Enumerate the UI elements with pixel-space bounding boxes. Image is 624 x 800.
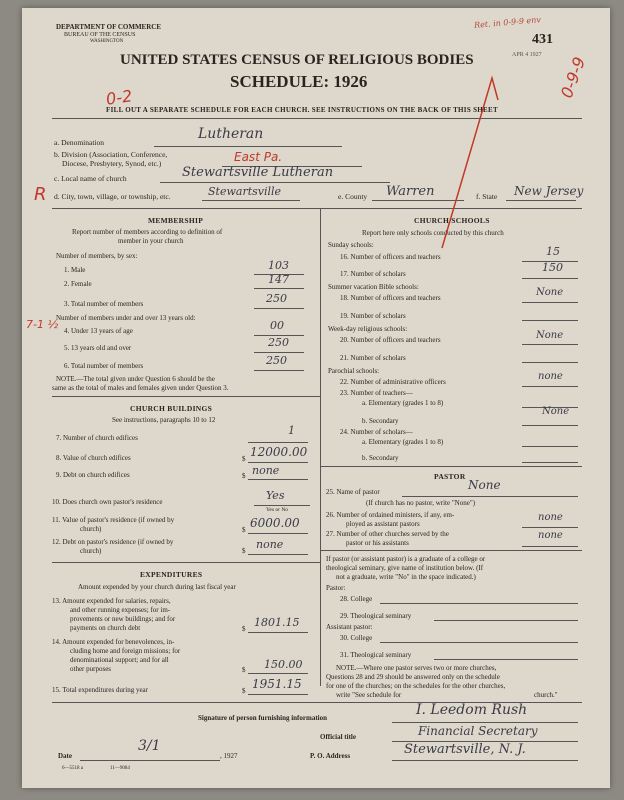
q15-dollar: $ xyxy=(242,687,246,695)
q5-value: 250 xyxy=(268,336,289,349)
q29-label: 29. Theological seminary xyxy=(340,612,412,620)
q10-hint: Yes or No xyxy=(266,507,289,513)
q27-line-2: pastor or his assistants xyxy=(346,539,409,547)
top-note: Ret. in 0-9-9 env xyxy=(473,15,542,30)
division-label-2: Diocese, Presbytery, Synod, etc.) xyxy=(62,159,162,168)
division-label-1: b. Division (Association, Conference, xyxy=(54,150,168,159)
q9-dollar: $ xyxy=(242,472,246,480)
q11-dollar: $ xyxy=(242,526,246,534)
official-title-label: Official title xyxy=(320,733,356,741)
weekday-schools-label: Week-day religious schools: xyxy=(328,325,408,333)
q16-label: 16. Number of officers and teachers xyxy=(340,253,441,261)
q12-label-2: church) xyxy=(80,547,102,555)
q2-value: 147 xyxy=(268,273,289,286)
assistant-head: Assistant pastor: xyxy=(326,623,373,631)
city-field-label: d. City, town, village, or township, etc. xyxy=(54,192,171,201)
red-mark-r: R xyxy=(34,184,47,205)
po-address-value: Stewartsville, N. J. xyxy=(404,742,526,757)
q1-label: 1. Male xyxy=(64,266,86,274)
form-title: UNITED STATES CENSUS OF RELIGIOUS BODIES xyxy=(120,52,474,68)
q18-label: 18. Number of officers and teachers xyxy=(340,294,441,302)
graduate-note-3: not a graduate, write "No" in the space indicated.) xyxy=(336,573,476,581)
denomination-value: Lutheran xyxy=(198,126,264,142)
membership-note-2: same as the total of males and females given under Question 3. xyxy=(52,384,229,392)
official-title-value: Financial Secretary xyxy=(418,724,538,738)
q13-line-2: and other running expenses; for im- xyxy=(70,606,171,614)
form-number-2: 11—9084 xyxy=(110,766,130,771)
q10-value: Yes xyxy=(266,489,285,502)
q22-label: 22. Number of administrative officers xyxy=(340,378,446,386)
q30-label: 30. College xyxy=(340,634,373,642)
state-label: f. State xyxy=(476,192,498,201)
q6-value: 250 xyxy=(266,354,287,367)
q11-label-1: 11. Value of pastor's residence (if owned by xyxy=(52,516,175,524)
q14-line-2: cluding home and foreign missions; for xyxy=(70,647,181,655)
q19-label: 19. Number of scholars xyxy=(340,312,406,320)
summer-schools-label: Summer vacation Bible schools: xyxy=(328,283,419,291)
q24b-label: b. Secondary xyxy=(362,454,399,462)
stamp-date: APR 4 1927 xyxy=(512,52,542,58)
q9-value: none xyxy=(252,464,280,477)
signature-label: Signature of person furnishing information xyxy=(198,714,327,722)
pastor-note-1: NOTE.—Where one pastor serves two or more churches, xyxy=(336,664,497,672)
q12-label-1: 12. Debt on pastor's residence (if owned by xyxy=(52,538,174,546)
q16-value: 15 xyxy=(546,245,560,258)
pastor-note-2: Questions 28 and 29 should be answered only on the schedule xyxy=(326,673,500,681)
bureau-label: BUREAU OF THE CENSUS xyxy=(64,32,136,38)
schedule-title: SCHEDULE: 1926 xyxy=(230,72,368,91)
expenditures-title: EXPENDITURES xyxy=(140,570,203,579)
q8-value: 12000.00 xyxy=(250,445,308,459)
q25-hint: (If church has no pastor, write "None") xyxy=(366,499,476,507)
parochial-schools-label: Parochial schools: xyxy=(328,367,380,375)
state-value: New Jersey xyxy=(514,184,584,198)
q28-label: 28. College xyxy=(340,595,373,603)
q13-line-3: provements or new buildings; and for xyxy=(70,615,176,623)
date-value: 3/1 xyxy=(138,738,161,754)
q23-value: None xyxy=(542,406,570,417)
q12-value: none xyxy=(256,538,284,551)
expenditures-sub: Amount expended by your church during last fiscal year xyxy=(78,583,236,591)
department-label: DEPARTMENT OF COMMERCE xyxy=(56,23,162,31)
graduate-note-1: If pastor (or assistant pastor) is a graduate of a college or xyxy=(326,555,486,563)
q13-line-4: payments on church debt xyxy=(70,624,141,632)
q23a-label: a. Elementary (grades 1 to 8) xyxy=(362,399,444,407)
q8-label: 8. Value of church edifices xyxy=(56,454,131,462)
margin-note: 7-1 ½ xyxy=(26,318,59,331)
q10-label: 10. Does church own pastor's residence xyxy=(52,498,163,506)
date-label: Date xyxy=(58,752,72,760)
county-label: e. County xyxy=(338,192,368,201)
membership-title: MEMBERSHIP xyxy=(148,216,204,225)
separate-schedule-instruction: FILL OUT A SEPARATE SCHEDULE FOR EACH CHURCH. SEE INSTRUCTIONS ON THE BACK OF THIS SHEET xyxy=(106,106,498,114)
q22-value: none xyxy=(538,371,563,382)
q21-label: 21. Number of scholars xyxy=(340,354,406,362)
q17-label: 17. Number of scholars xyxy=(340,270,406,278)
po-address-label: P. O. Address xyxy=(310,752,351,760)
county-value: Warren xyxy=(386,184,435,199)
q13-value: 1801.15 xyxy=(254,616,300,629)
q14-value: 150.00 xyxy=(264,658,303,671)
q11-label-2: church) xyxy=(80,525,102,533)
graduate-note-2: theological seminary, give name of institution below. (If xyxy=(326,564,484,572)
membership-sub-2: member in your church xyxy=(118,237,184,245)
q6-label: 6. Total number of members xyxy=(64,362,144,370)
q14-line-4: other purposes xyxy=(70,665,112,673)
q20-value: None xyxy=(536,330,564,341)
schools-title: CHURCH SCHOOLS xyxy=(414,216,490,225)
q25-value: None xyxy=(468,478,501,492)
q14-line-3: denominational support; and for all xyxy=(70,656,169,664)
pastor-note-4: write "See schedule for xyxy=(336,691,402,699)
q20-label: 20. Number of officers and teachers xyxy=(340,336,441,344)
membership-note-1: NOTE.—The total given under Question 6 should be the xyxy=(56,375,215,383)
q9-label: 9. Debt on church edifices xyxy=(56,471,130,479)
q7-label: 7. Number of church edifices xyxy=(56,434,138,442)
local-name-value: Stewartsville Lutheran xyxy=(182,165,334,180)
q13-dollar: $ xyxy=(242,625,246,633)
denomination-label: a. Denomination xyxy=(54,138,104,147)
pastor-note-3: for one of the churches; on the schedules for the other churches, xyxy=(326,682,506,690)
q3-value: 250 xyxy=(266,292,287,305)
census-schedule-page xyxy=(22,8,610,788)
q26-line-2: ployed as assistant pastors xyxy=(346,520,420,528)
q4-value: 00 xyxy=(270,319,284,332)
division-value: East Pa. xyxy=(234,150,283,164)
q7-value: 1 xyxy=(288,424,295,437)
local-name-label: c. Local name of church xyxy=(54,174,127,183)
q11-value: 6000.00 xyxy=(250,516,300,530)
pastor-title: PASTOR xyxy=(434,472,466,481)
q27-line-1: 27. Number of other churches served by the xyxy=(326,530,449,538)
q26-value: none xyxy=(538,512,563,523)
buildings-title: CHURCH BUILDINGS xyxy=(130,404,213,413)
q26-line-1: 26. Number of ordained ministers, if any, em- xyxy=(326,511,455,519)
q15-label: 15. Total expenditures during year xyxy=(52,686,148,694)
q3-label: 3. Total number of members xyxy=(64,300,144,308)
q8-dollar: $ xyxy=(242,455,246,463)
by-sex-label: Number of members, by sex: xyxy=(56,252,138,260)
q2-label: 2. Female xyxy=(64,280,92,288)
q5-label: 5. 13 years old and over xyxy=(64,344,132,352)
pastor-head: Pastor: xyxy=(326,584,346,592)
q24-label: 24. Number of scholars— xyxy=(340,428,413,436)
q14-dollar: $ xyxy=(242,666,246,674)
city-label: WASHINGTON xyxy=(90,39,124,44)
q15-value: 1951.15 xyxy=(252,677,302,691)
form-number: 6—5518 a xyxy=(62,766,83,771)
q14-line-1: 14. Amount expended for benevolences, in- xyxy=(52,638,175,646)
buildings-sub: See instructions, paragraphs 10 to 12 xyxy=(112,416,216,424)
age-label: Number of members under and over 13 years old: xyxy=(56,314,196,322)
q17-value: 150 xyxy=(542,261,563,274)
q18-value: None xyxy=(536,287,564,298)
signature-value: I. Leedom Rush xyxy=(416,702,528,718)
pastor-note-5: church." xyxy=(534,691,558,699)
sunday-schools-label: Sunday schools: xyxy=(328,241,374,249)
q4-label: 4. Under 13 years of age xyxy=(64,327,133,335)
q27-value: none xyxy=(538,530,563,541)
q23-label: 23. Number of teachers— xyxy=(340,389,413,397)
q25-label: 25. Name of pastor xyxy=(326,488,380,496)
q23b-label: b. Secondary xyxy=(362,417,399,425)
q1-value: 103 xyxy=(268,259,289,272)
membership-sub-1: Report number of members according to definition of xyxy=(72,228,223,236)
schools-sub: Report here only schools conducted by this church xyxy=(362,229,504,237)
city-value: Stewartsville xyxy=(208,185,282,198)
q13-line-1: 13. Amount expended for salaries, repairs, xyxy=(52,597,171,605)
q12-dollar: $ xyxy=(242,547,246,555)
date-year: , 1927 xyxy=(220,752,238,760)
q31-label: 31. Theological seminary xyxy=(340,651,412,659)
red-mark-left: 0-2 xyxy=(104,86,134,109)
red-pen-stroke xyxy=(22,8,610,788)
q24a-label: a. Elementary (grades 1 to 8) xyxy=(362,438,444,446)
stamp-number: 431 xyxy=(532,32,553,47)
red-mark-right: 0-9-9 xyxy=(556,54,590,101)
